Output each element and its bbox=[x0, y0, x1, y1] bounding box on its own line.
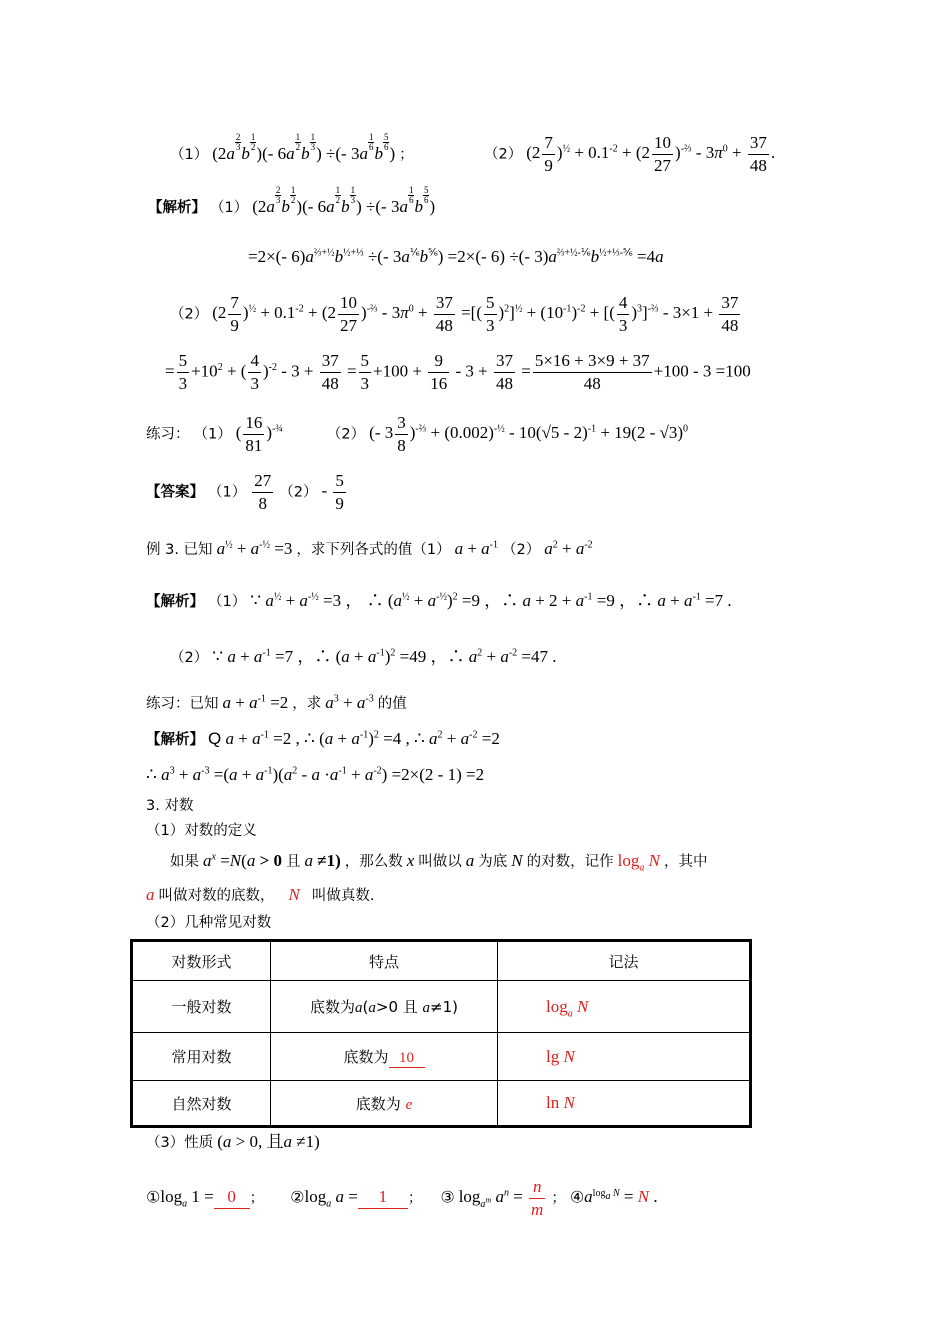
because-symbol: ∵ bbox=[212, 647, 224, 666]
log-definition-line-2 bbox=[146, 884, 374, 907]
label-p2: （2） bbox=[326, 426, 366, 443]
var-N: N bbox=[511, 851, 523, 870]
log-arg: N bbox=[563, 1046, 575, 1066]
solution-1-line-1 bbox=[148, 185, 436, 219]
true-N: N bbox=[288, 885, 300, 904]
therefore-symbol: ∴ bbox=[314, 647, 332, 666]
example-3 bbox=[146, 538, 593, 561]
expr: (2 $\frac{7}{9}$ )$^{\frac{1}{2}} + 0.1^{-2} + (2$ $\frac{10}{27}$ )$^{-\frac{2}{3}} - 3\pi^0$ + $\frac{37}{48}$ =[( $\frac{5}{3}$ )$^2]^{\frac{1}{2}} + (10^{-1})^{-2}$ + [( $\frac{4}{3}$ )$^3$]$^{-\frac{2}{3}}$ - 3×1 + $\frac{37}{48}$ bbox=[212, 293, 739, 335]
def-b: 且 bbox=[286, 854, 301, 870]
expr-p1: (2a $\frac{2}{3}$ b $\frac{1}{2}$ )(- 6a $\frac{1}{2}$ b $\frac{1}{3}$ ) ÷(- 3a $\frac{1}{6}$ b $\frac{5}{6}$ ) bbox=[212, 132, 396, 163]
log-notation: $\log_a N$ bbox=[617, 851, 660, 874]
label-p1: （1） bbox=[193, 426, 232, 443]
answer-2-den: 9 bbox=[335, 494, 344, 513]
example-3-solution-1 bbox=[146, 590, 732, 613]
therefore-symbol: ∴ bbox=[447, 647, 465, 666]
expr: (a > 0, 且a ≠1) bbox=[217, 1132, 320, 1151]
prop-2: $\log_a a = 1$ bbox=[305, 1187, 408, 1206]
def-f: 的对数，记作 bbox=[526, 854, 614, 870]
prop-1: $\log_a 1 = 0$ bbox=[160, 1187, 249, 1206]
circle-2: ② bbox=[290, 1187, 305, 1207]
row-feature bbox=[271, 1033, 498, 1081]
practice-2 bbox=[146, 692, 407, 715]
therefore-symbol: ∴ bbox=[501, 591, 519, 610]
practice-2-solution-2: ∴ $a^3 + a^{-3} =(a + a^{-1})(a^2 - a \cdot a^{-1} + a^{-2}) =2\times(2 - 1) =2$ bbox=[146, 765, 485, 784]
row-form: 一般对数 bbox=[132, 981, 271, 1033]
row-feature bbox=[271, 1081, 498, 1127]
circle-1: ① bbox=[146, 1187, 161, 1207]
var-x: x bbox=[406, 851, 415, 870]
table-row bbox=[132, 1081, 751, 1127]
example-3-ask: ，求下列各式的值（1） bbox=[296, 542, 451, 558]
q-symbol: Q bbox=[208, 729, 222, 748]
def-d: 叫做以 bbox=[418, 854, 462, 870]
therefore-symbol: ∴ bbox=[366, 591, 384, 610]
answer-1-num: 27 bbox=[252, 470, 273, 493]
def-i: 叫做真数. bbox=[311, 888, 375, 904]
label-p2: （2） bbox=[484, 146, 523, 163]
problem-row-1b bbox=[484, 132, 775, 177]
label-p2: （2） bbox=[170, 650, 209, 666]
practice-2-tail: 的值 bbox=[377, 696, 407, 712]
feature-label: 底数为 bbox=[343, 1047, 389, 1066]
practice-2-prefix: 练习：已知 bbox=[146, 696, 219, 712]
example-3-p2: （2） bbox=[502, 542, 541, 558]
expr: $a^{\frac{1}{2}} + a^{-\frac{1}{2}} =3$ bbox=[216, 539, 293, 558]
expr2: $a^3 + a^{-3}$ bbox=[325, 693, 374, 712]
blank-answer: 10 bbox=[389, 1050, 425, 1068]
table-row bbox=[132, 1033, 751, 1081]
expr-q2: $a^2 + a^{-2}$ bbox=[544, 539, 593, 558]
table-row bbox=[132, 981, 751, 1033]
log-base: a bbox=[567, 1007, 573, 1019]
expr-p2: (2 $\frac{7}{9}$ )$^{\frac{1}{2}} + 0.1^{-2} + (2$ $\frac{10}{27}$ )$^{-\frac{2}{3}} - 3\pi^0$ + $\frac{37}{48}$ . bbox=[526, 133, 776, 175]
jiexi-label: 【解析】 bbox=[146, 594, 204, 610]
def-a: 如果 bbox=[170, 854, 199, 870]
label-p2: （2） bbox=[170, 306, 209, 323]
prop-1-answer: 0 bbox=[214, 1186, 250, 1209]
expr: Q $a + a^{-1} =2$ , ∴ $(a + a^{-1})^2 =4$ , ∴ $a^2 + a^{-2} =2$ bbox=[208, 729, 500, 748]
daan-label: 【答案】 bbox=[146, 484, 204, 501]
therefore-symbol: ∴ bbox=[413, 729, 425, 748]
lianxi-label: 练习： bbox=[146, 426, 190, 443]
prop-4: $a^{log_a N} = N$ . bbox=[584, 1187, 658, 1207]
feature-cond2: ≠1) bbox=[430, 998, 458, 1016]
header-form: 对数形式 bbox=[132, 941, 271, 981]
label-p1: （1） bbox=[170, 147, 209, 163]
def-h: 叫做对数的底数， bbox=[158, 888, 275, 904]
label-p2: （2） bbox=[279, 484, 318, 501]
log-text: log bbox=[546, 996, 568, 1016]
circle-4: ④ bbox=[569, 1187, 585, 1207]
expr2: a ≠1) bbox=[304, 851, 341, 870]
section-3-sub3 bbox=[146, 1131, 320, 1154]
solution-2-line-2: = $\frac{5}{3}$ $+10^2$ + ( $\frac{4}{3}$ )$^{-2}$ - 3 + $\frac{37}{48}$ = $\frac{5}{3}$ +100 + $\frac{9}{16}$ - 3 + $\frac{37}{48}$ = $\frac{5\times 16 + 3\times 9 + 37}{48}$ +100 - 3 =100 bbox=[165, 351, 751, 393]
log-types-table bbox=[130, 939, 752, 1128]
row-notation bbox=[498, 1081, 751, 1127]
circle-3: ③ bbox=[440, 1187, 455, 1207]
label-p1: （1） bbox=[208, 484, 247, 501]
log-definition-line-1 bbox=[170, 850, 707, 873]
row-notation bbox=[498, 981, 751, 1033]
log-arg: N bbox=[576, 996, 589, 1016]
semicolon: ； bbox=[399, 147, 414, 163]
answer-2-num: 5 bbox=[333, 470, 346, 493]
example-3-prefix: 例 3. 已知 bbox=[146, 542, 213, 558]
expr2: (- 3 $\frac{3}{8}$ )$^{-\frac{2}{3}} + (0.002)^{-\frac{1}{2}} - 10(√5 - 2)^{-1} + 19(2 - √3)^0$ bbox=[369, 413, 688, 455]
therefore-symbol: ∴ bbox=[636, 591, 654, 610]
properties-row: $①\log_a$ 1 = 0 ； $②\log_a$ a = 1 ； ③ $\log_{a^m} a^n$ = $\frac{n}{m}$ ； $④a^{log_a N} = N$ . bbox=[146, 1177, 658, 1219]
jiexi-label: 【解析】 bbox=[146, 732, 204, 748]
practice-2-solution-1 bbox=[146, 728, 500, 751]
row-feature: 底数为a(a>0 且 a≠1) bbox=[271, 981, 498, 1033]
feature-label: 底数为 bbox=[355, 1094, 401, 1113]
section-3-sub1: （1）对数的定义 bbox=[146, 823, 257, 839]
solution-1-line-2: =2×(- $6)a^{\frac{2}{3}+\frac{1}{2}}b^{\frac{1}{2}+\frac{1}{3}}$ ÷(- $3a^{\frac{1}{6}}b^{\frac{5}{6}}) =2\times(-$ 6) ÷(- $3)a^{\frac{2}{3}+\frac{1}{2}-\frac{1}{6}}b^{\frac{1}{2}+\frac{1}{3}-\frac{5}{6}} =4a$ bbox=[248, 247, 664, 266]
practice-1 bbox=[146, 412, 688, 457]
answer-1-den: 8 bbox=[258, 494, 267, 513]
log-text: lg bbox=[546, 1046, 560, 1066]
section-3-sub2: （2）几种常见对数 bbox=[146, 915, 272, 931]
therefore-symbol: ∴ bbox=[304, 729, 315, 748]
solution-2-line-1 bbox=[170, 292, 742, 337]
practice-2-suffix: ，求 bbox=[292, 696, 322, 712]
expr: $a + a^{-1} =2$ bbox=[222, 693, 289, 712]
sub3-label: （3）性质 bbox=[146, 1135, 214, 1151]
expr: (2a $\frac{2}{3}$ b $\frac{1}{2}$ )(- 6a $\frac{1}{2}$ b $\frac{1}{3}$ ) ÷(- 3a $\frac{1}{6}$ b $\frac{5}{6}$ ) bbox=[252, 185, 436, 216]
expr: ∵ $a^{\frac{1}{2}} + a^{-\frac{1}{2}} =3$ ， ∴ $(a^{\frac{1}{2}} + a^{-\frac{1}{2}})^2 =9$ ，∴ $a + 2 + a^{-1} =9$ ，∴ $a + a^{-1} =7$ . bbox=[250, 591, 732, 610]
feature-paren: ( bbox=[362, 998, 369, 1016]
expr: $a^x =N(a > 0$ bbox=[203, 851, 282, 870]
expr: ∵ $a + a^{-1} =7$ ，∴ $(a + a^{-1})^2 =49$ ，∴ $a^2 + a^{-2} =47$ . bbox=[212, 647, 557, 666]
prop-4-answer: N bbox=[637, 1187, 650, 1207]
answer-1 bbox=[250, 471, 275, 513]
log-arg: N bbox=[563, 1093, 575, 1112]
answer-2: - $\frac{5}{9}$ bbox=[321, 471, 344, 513]
jiexi-label: 【解析】 bbox=[148, 200, 206, 216]
prop-3: $\log_{a^m} a^n$ = $\frac{n}{m}$ bbox=[458, 1177, 544, 1219]
label-p1: （1） bbox=[208, 594, 247, 610]
row-notation bbox=[498, 1033, 751, 1081]
example-3-solution-2 bbox=[170, 646, 557, 669]
prop-3-num: n bbox=[529, 1176, 545, 1199]
def-c: ，那么数 bbox=[344, 854, 403, 870]
log-text: ln bbox=[546, 1093, 560, 1112]
because-symbol: ∵ bbox=[250, 591, 262, 610]
expr-q1: $a + a^{-1}$ bbox=[454, 539, 499, 558]
table-header-row bbox=[132, 941, 751, 981]
answer-row bbox=[146, 470, 348, 515]
header-feature: 特点 bbox=[271, 941, 498, 981]
header-notation: 记法 bbox=[498, 941, 751, 981]
row-form: 自然对数 bbox=[132, 1081, 271, 1127]
feature-label: 底数为 bbox=[310, 998, 356, 1016]
therefore-symbol: ∴ bbox=[146, 765, 157, 784]
def-g: ，其中 bbox=[663, 854, 708, 870]
def-e: 为底 bbox=[478, 854, 508, 870]
feature-cond: >0 且 bbox=[375, 998, 423, 1016]
prop-3-den: m bbox=[531, 1200, 544, 1219]
var-a: a bbox=[465, 851, 475, 870]
blank-answer: e bbox=[405, 1096, 413, 1113]
prop-2-answer: 1 bbox=[358, 1186, 408, 1209]
expr: ( $\frac{16}{81}$ )$^{-\frac{3}{4}}$ bbox=[235, 413, 283, 455]
base-a: a bbox=[146, 885, 155, 904]
label-p1: （1） bbox=[210, 200, 249, 216]
problem-row-1 bbox=[170, 132, 414, 166]
row-form: 常用对数 bbox=[132, 1033, 271, 1081]
section-3-title: 3. 对数 bbox=[146, 798, 194, 814]
